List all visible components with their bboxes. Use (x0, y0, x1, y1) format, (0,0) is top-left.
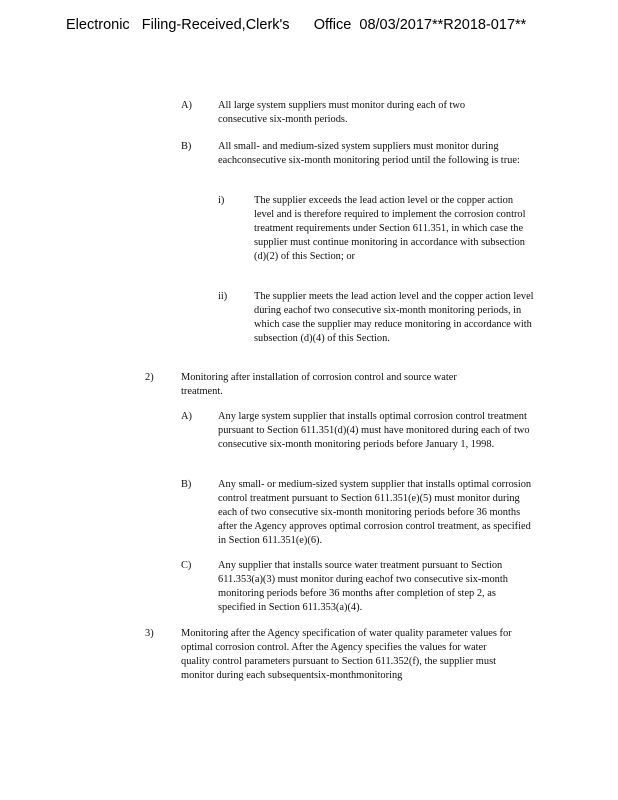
item-label: C) (181, 560, 192, 571)
item-label: i) (218, 195, 225, 206)
item-label: A) (181, 411, 192, 422)
item-text: Any small- or medium-sized system supplier that installs optimal corrosion control treatment pursuant to Section 611.351(e)(5) must monitor during each of two consecutive six-month monitoring periods before 36 months after the Agency approves optimal corrosion control treatment, as specified in Section 611.351(e)(6). (218, 479, 532, 546)
item-text: The supplier meets the lead action level and the copper action level during eachof two consecutive six-month monitoring periods, in which case the supplier may reduce monitoring in accordance with subsection (d)(4) of this Section. (254, 291, 534, 344)
item-text: Any large system supplier that installs optimal corrosion control treatment pursuant to Section 611.351(d)(4) must have monitored during each of two consecutive six-month monitoring periods before January 1, 1998. (218, 411, 530, 450)
item-text: All large system suppliers must monitor during each of two consecutive six-month periods. (218, 100, 466, 125)
item-label: B) (181, 479, 192, 490)
item-label: A) (181, 100, 192, 111)
item-text: The supplier exceeds the lead action level or the copper action level and is therefore required to implement the corrosion control treatment requirements under Section 611.351, in which case the supplier must continue monitoring in accordance with subsection (d)(2) of this Section; or (254, 195, 526, 262)
item-label: 3) (145, 628, 154, 639)
item-text: All small- and medium-sized system suppliers must monitor during eachconsecutive six-month monitoring period until the following is true: (218, 141, 520, 166)
item-text: Any supplier that installs source water treatment pursuant to Section 611.353(a)(3) must monitor during eachof two consecutive six-month monitoring periods before 36 months after completion of step 2, as specified in Section 611.353(a)(4). (218, 560, 508, 613)
item-label: B) (181, 141, 192, 152)
item-text: Monitoring after the Agency specification of water quality parameter values for optimal corrosion control. After the Agency specifies the values for water quality control parameters pursuant to Section 611.352(f), the supplier must monitor during each subsequentsix-monthmonitoring (181, 628, 512, 681)
item-label: ii) (218, 291, 228, 302)
item-text: Monitoring after installation of corrosion control and source water treatment. (181, 372, 457, 397)
item-label: 2) (145, 372, 154, 383)
page-header: Electronic Filing-Received,Clerk's Office 08/03/2017**R2018-017** (66, 17, 527, 33)
